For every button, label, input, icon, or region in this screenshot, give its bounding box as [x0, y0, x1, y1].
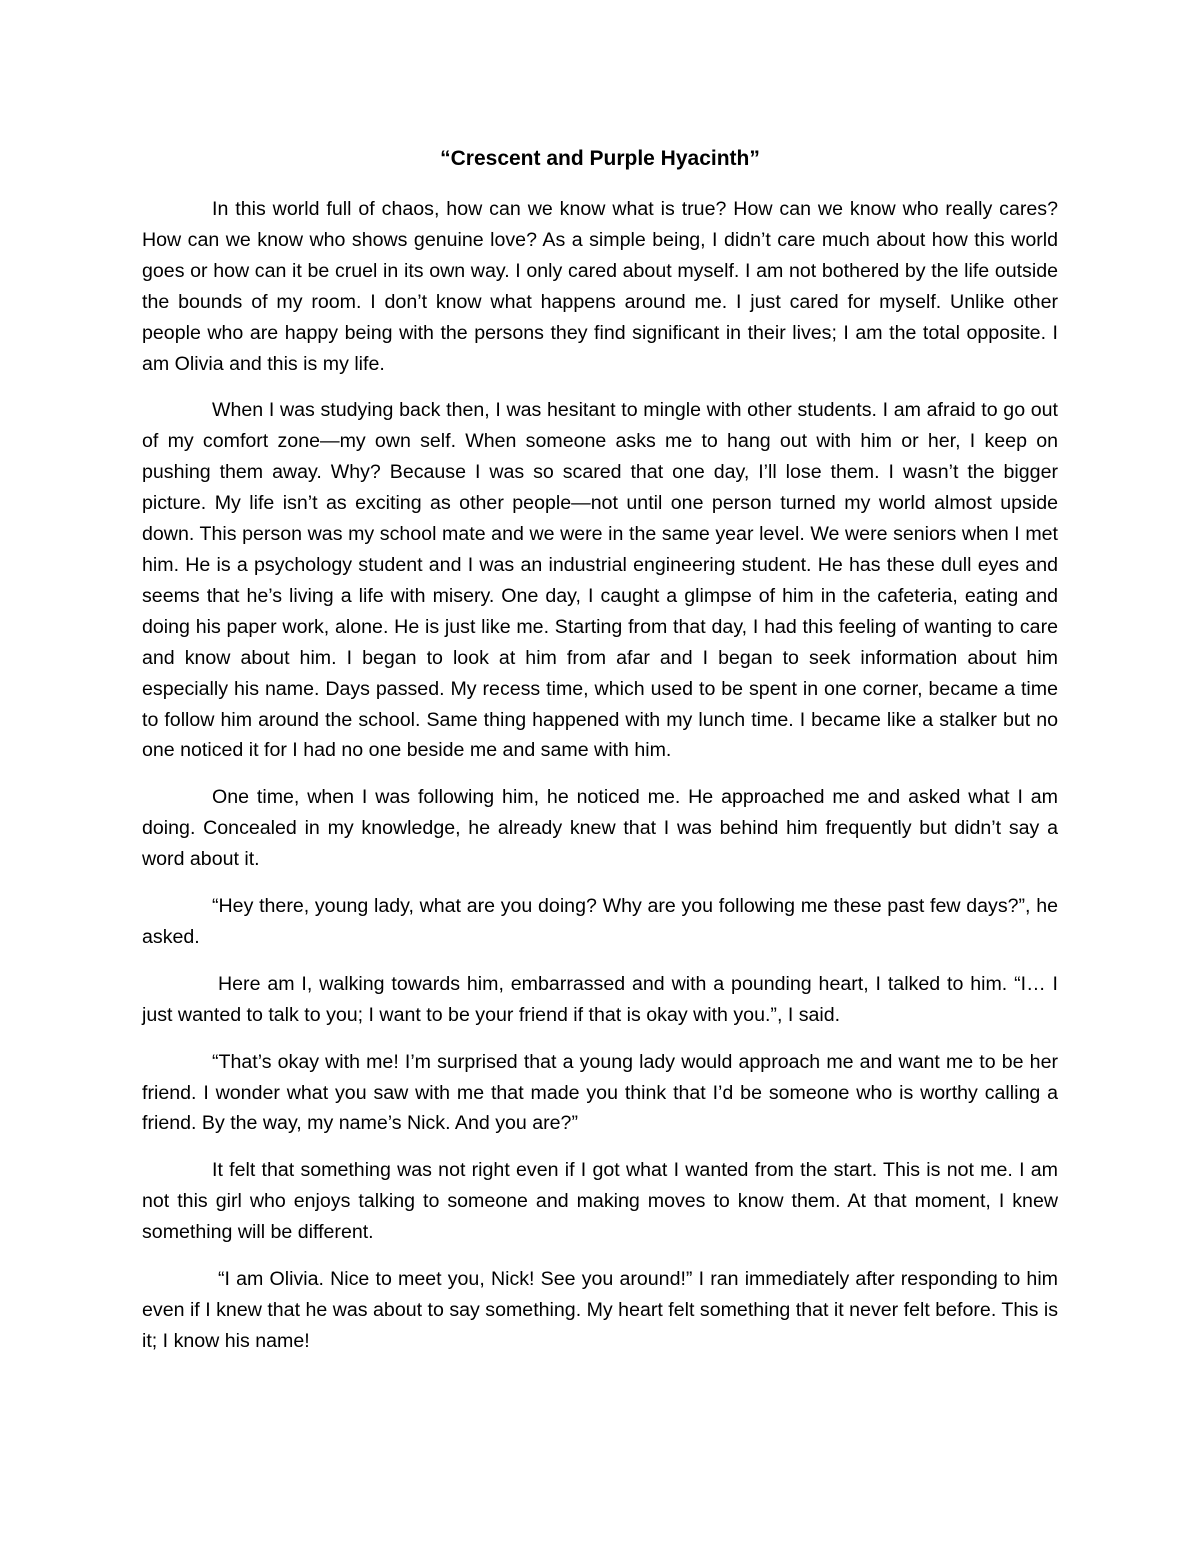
paragraph: “That’s okay with me! I’m surprised that a young lady would approach me and want me to be her friend. I wonder what you saw with me that made you think that I’d be someone who is worthy calling a friend. By the way, my name’s Nick. And you are?”	[142, 1050, 1058, 1135]
paragraph: “Hey there, young lady, what are you doing? Why are you following me these past few days?”, he asked.	[142, 895, 1058, 948]
paragraph: “I am Olivia. Nice to meet you, Nick! See you around!” I ran immediately after responding to him even if I knew that he was about to say something. My heart felt something that it never felt before. This is it; I know his name!	[142, 1268, 1058, 1352]
paragraph: One time, when I was following him, he noticed me. He approached me and asked what I am doing. Concealed in my knowledge, he already knew that I was behind him frequently but didn’t say a word about it.	[142, 786, 1058, 871]
document-title: “Crescent and Purple Hyacinth”	[440, 147, 760, 170]
paragraph: Here am I, walking towards him, embarrassed and with a pounding heart, I talked to him. “I… I just wanted to talk to you; I want to be your friend if that is okay with you.”, I said.	[142, 972, 1058, 1026]
paragraph: In this world full of chaos, how can we know what is true? How can we know who really cares? How can we know who shows genuine love? As a simple being, I didn’t care much about how this world goes or how can it be cruel in its own way. I only cared about myself. I am not bothered by the life outside the bounds of my room. I don’t know what happens around me. I just cared for myself. Unlike other people who are happy being with the persons they find significant in their lives; I am the total opposite. I am Olivia and this is my life.	[142, 198, 1058, 375]
paragraph: It felt that something was not right even if I got what I wanted from the start. This is not me. I am not this girl who enjoys talking to someone and making moves to know them. At that moment, I knew something will be different.	[142, 1159, 1058, 1244]
paragraph: When I was studying back then, I was hesitant to mingle with other students. I am afraid to go out of my comfort zone—my own self. When someone asks me to hang out with him or her, I keep on pushing them away. Why? Because I was so scared that one day, I’ll lose them. I wasn’t the bigger picture. My life isn’t as exciting as other people—not until one person turned my world almost upside down. This person was my school mate and we were in the same year level. We were seniors when I met him. He is a psychology student and I was an industrial engineering student. He has these dull eyes and seems that he’s living a life with misery. One day, I caught a glimpse of him in the cafeteria, eating and doing his paper work, alone. He is just like me. Starting from that day, I had this feeling of wanting to care and know about him. I began to look at him from afar and I began to seek information about him especially his name. Days passed. My recess time, which used to be spent in one corner, became a time to follow him around the school. Same thing happened with my lunch time. I became like a stalker but no one noticed it for I had no one beside me and same with him.	[142, 399, 1058, 762]
document-body	[142, 194, 1058, 1373]
